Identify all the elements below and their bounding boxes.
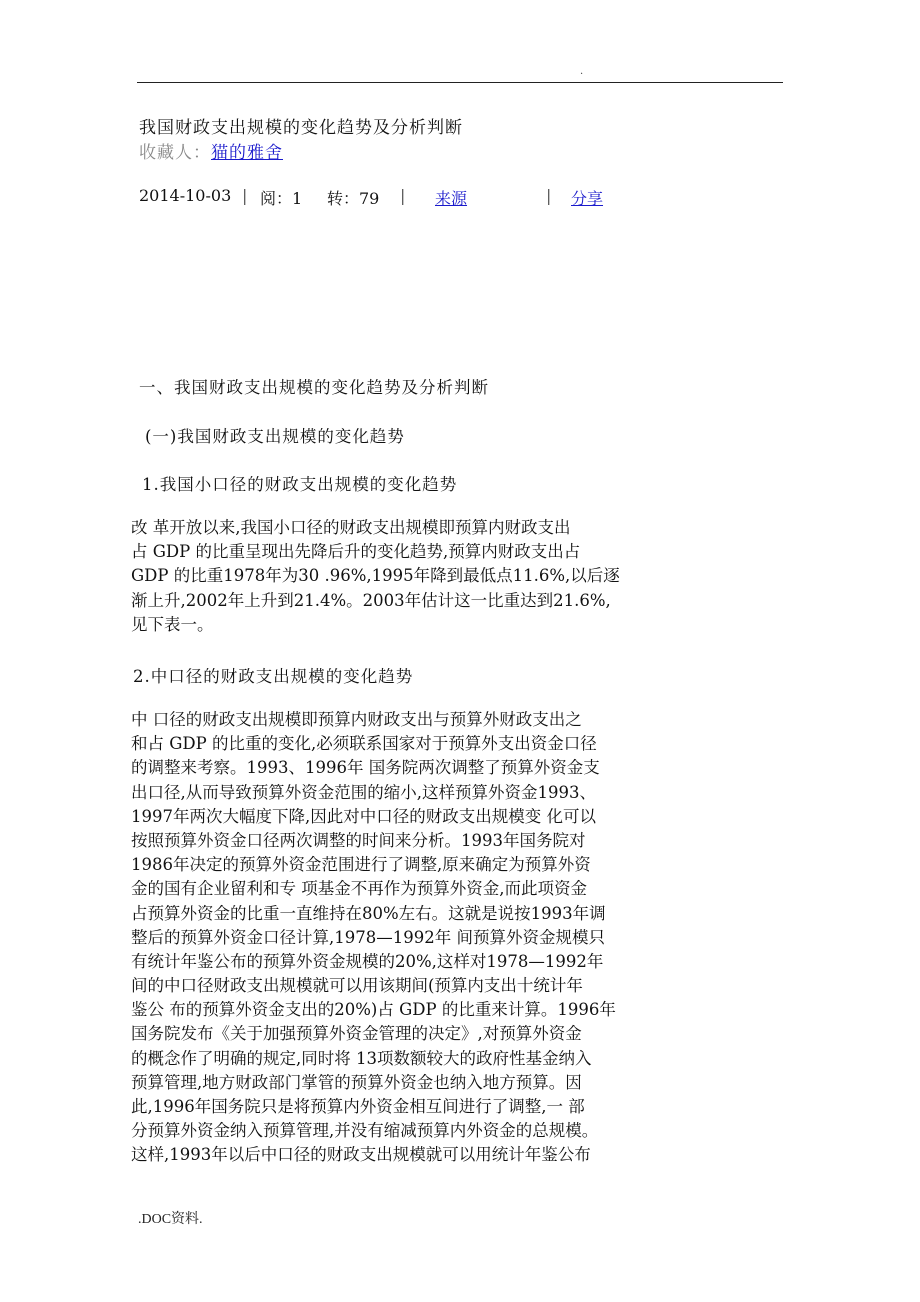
header-rule	[137, 82, 783, 83]
text-line: 间的中口径财政支出规模就可以用该期间(预算内支出十统计年	[131, 976, 583, 996]
section-heading: 一、我国财政支出规模的变化趋势及分析判断	[139, 378, 489, 397]
text-line: 中 口径的财政支出规模即预算内财政支出与预算外财政支出之	[131, 710, 582, 729]
text-line: 分预算外资金纳入预算管理,并没有缩减预算内外资金的总规模。	[131, 1121, 599, 1141]
text-line: 按照预算外资金口径两次调整的时间来分析。1993年国务院对	[131, 830, 586, 850]
paragraph-medium-caliber	[131, 708, 676, 1168]
text-line: 出口径,从而导致预算外资金范围的缩小,这样预算外资金1993、	[131, 782, 596, 802]
text-line: 整后的预算外资金口径计算,1978—1992年 间预算外资金规模只	[131, 927, 605, 947]
text-line: 占预算外资金的比重一直维持在80%左右。这就是说按1993年调	[131, 903, 606, 923]
text-line: 占 GDP 的比重呈现出先降后升的变化趋势,预算内财政支出占	[131, 542, 581, 562]
meta-separator: |	[400, 186, 406, 205]
source-link[interactable]: 来源	[435, 189, 468, 208]
text-line: 金的国有企业留利和专 项基金不再作为预算外资金,而此项资金	[131, 879, 587, 899]
text-line: 改 革开放以来,我国小口径的财政支出规模即预算内财政支出	[131, 518, 571, 537]
text-line: 1986年决定的预算外资金范围进行了调整,原来确定为预算外资	[131, 855, 591, 875]
repost-count: 转：79	[327, 189, 380, 208]
text-line: 和占 GDP 的比重的变化,必须联系国家对于预算外支出资金口径	[131, 734, 597, 754]
text-line: GDP 的比重1978年为30 .96%,1995年降到最低点11.6%,以后逐	[131, 566, 620, 586]
text-line: 这样,1993年以后中口径的财政支出规模就可以用统计年鉴公布	[131, 1145, 591, 1165]
text-line: 见下表一。	[131, 614, 214, 634]
subsection-heading: (一)我国财政支出规模的变化趋势	[145, 427, 405, 446]
header-dot: .	[580, 66, 584, 77]
topic-heading: 2.中口径的财政支出规模的变化趋势	[133, 667, 414, 686]
meta-separator: |	[242, 186, 248, 205]
text-line: 国务院发布《关于加强预算外资金管理的决定》,对预算外资金	[131, 1024, 582, 1044]
share-link[interactable]: 分享	[571, 189, 604, 208]
text-line: 此,1996年国务院只是将预算内外资金相互间进行了调整,一 部	[131, 1097, 585, 1116]
text-line: 1997年两次大幅度下降,因此对中口径的财政支出规模变 化可以	[131, 806, 596, 826]
collector-name-link[interactable]: 猫的雅舍	[211, 143, 283, 163]
paragraph-small-caliber	[131, 516, 676, 637]
collector-line	[139, 138, 283, 163]
text-line: 预算管理,地方财政部门掌管的预算外资金也纳入地方预算。因	[131, 1072, 582, 1092]
topic-heading: 1.我国小口径的财政支出规模的变化趋势	[142, 475, 458, 494]
text-line: 有统计年鉴公布的预算外资金规模的20%,这样对1978—1992年	[131, 951, 604, 971]
text-line: 的调整来考察。1993、1996年 国务院两次调整了预算外资金支	[131, 758, 600, 778]
text-line: 的概念作了明确的规定,同时将 13项数额较大的政府性基金纳入	[131, 1048, 592, 1068]
article-title: 我国财政支出规模的变化趋势及分析判断	[139, 118, 463, 138]
collector-label: 收藏人：	[139, 143, 211, 163]
text-line: 鉴公 布的预算外资金支出的20%)占 GDP 的比重来计算。1996年	[131, 1000, 616, 1020]
footer-label: .DOC资料.	[138, 1212, 203, 1227]
meta-separator: |	[546, 186, 552, 205]
text-line: 渐上升,2002年上升到21.4%。2003年估计这一比重达到21.6%,	[131, 590, 611, 610]
read-count: 阅：1	[260, 189, 303, 208]
post-date: 2014-10-03	[139, 186, 232, 205]
